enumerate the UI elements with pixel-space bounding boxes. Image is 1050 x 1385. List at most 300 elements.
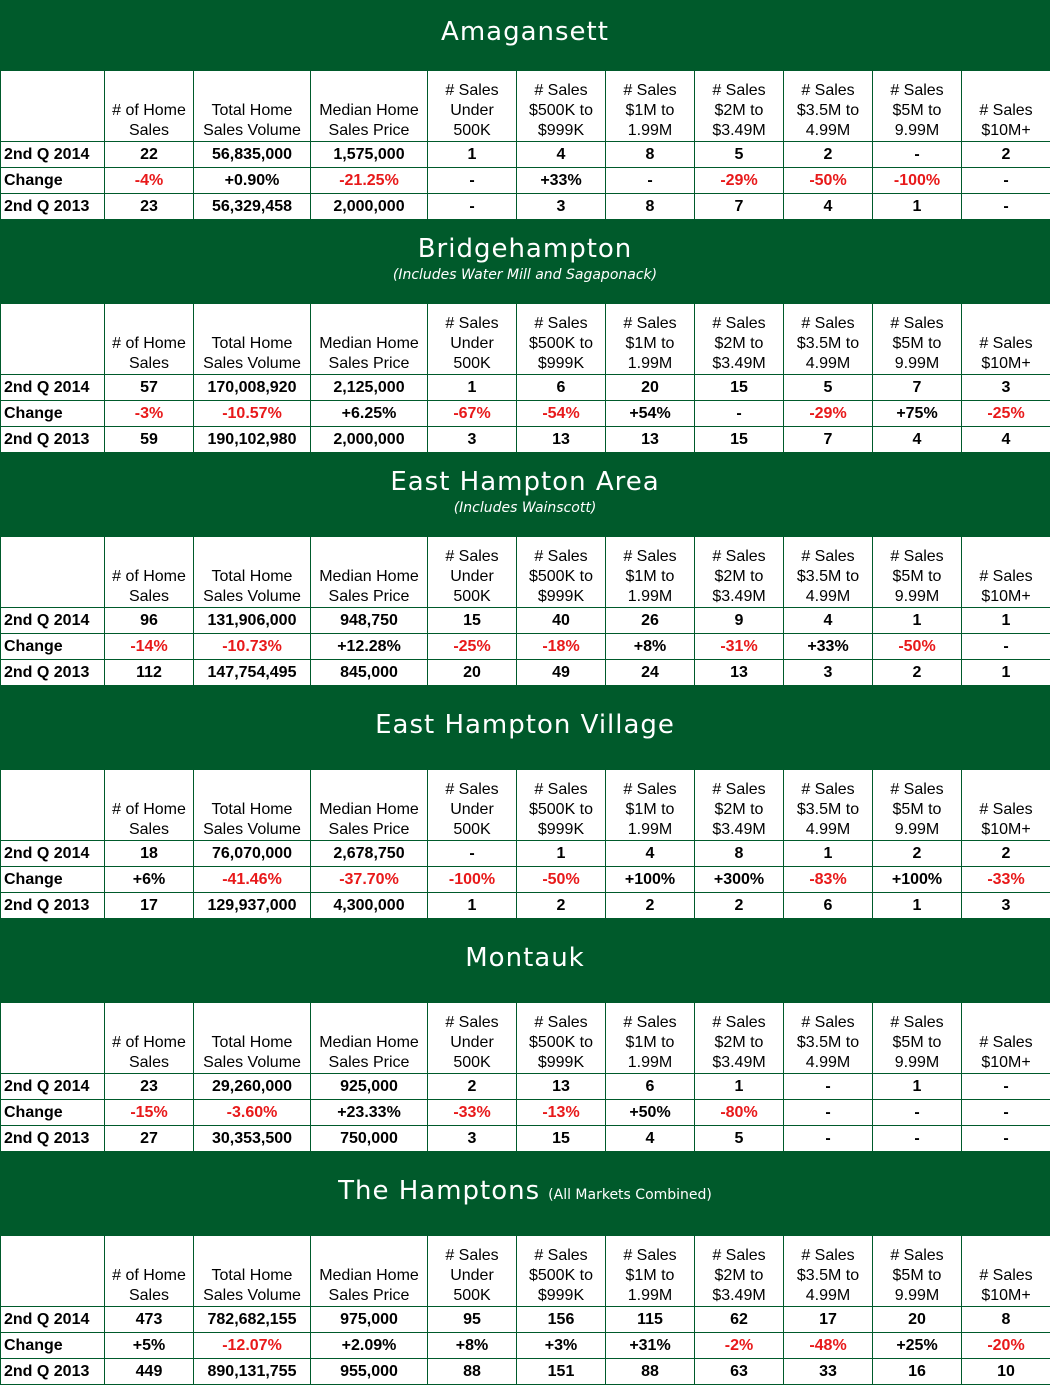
column-header [695,1236,784,1307]
table-cell: - [873,1100,962,1126]
column-header-label: Median Home Sales Price [319,1034,419,1071]
table-cell: 8 [606,194,695,220]
table-cell: -3.60% [194,1100,311,1126]
table-cell: 750,000 [311,1126,428,1152]
column-header-label: # Sales $500K to $999K [529,1014,593,1071]
column-header [873,1003,962,1074]
section-title: Bridgehampton [418,234,633,264]
table-cell: -10.73% [194,634,311,660]
column-header-label: # Sales $2M to $3.49M [712,1247,765,1304]
column-header-label: # Sales $10M+ [979,1034,1032,1071]
column-header [105,304,194,375]
column-header-label: # of Home Sales [112,568,186,605]
table-cell: 1 [962,660,1050,686]
column-header-label: # Sales Under 500K [445,1247,498,1304]
table-cell: 151 [517,1359,606,1385]
table-cell: 473 [105,1307,194,1333]
column-header-label: Total Home Sales Volume [203,335,301,372]
the-hamptons-table [0,1235,1050,1385]
table-cell: 1 [873,194,962,220]
table-cell: 88 [606,1359,695,1385]
column-header-row [1,770,1050,841]
column-header-row [1,1236,1050,1307]
table-cell: -20% [962,1333,1050,1359]
table-cell: - [606,168,695,194]
table-cell: +54% [606,401,695,427]
table-cell: 6 [784,893,873,919]
table-cell: -29% [695,168,784,194]
table-cell: 3 [517,194,606,220]
column-header [606,304,695,375]
table-cell: 845,000 [311,660,428,686]
table-cell: - [962,1074,1050,1100]
table-cell: 10 [962,1359,1050,1385]
table-cell: -18% [517,634,606,660]
column-header-row [1,537,1050,608]
table-cell: 20 [428,660,517,686]
column-header [1,770,105,841]
table-cell: 1 [873,893,962,919]
table-row [1,893,1050,919]
table-cell: 63 [695,1359,784,1385]
table-row [1,841,1050,867]
column-header-label: # Sales $500K to $999K [529,548,593,605]
column-header [873,537,962,608]
column-header-label: # Sales $500K to $999K [529,1247,593,1304]
table-cell: 890,131,755 [194,1359,311,1385]
table-cell: -50% [873,634,962,660]
table-cell: 4 [784,608,873,634]
table-cell: +23.33% [311,1100,428,1126]
table-row [1,194,1050,220]
column-header [873,770,962,841]
column-header-label: # of Home Sales [112,1034,186,1071]
row-label: 2nd Q 2014 [1,841,105,867]
column-header [517,770,606,841]
table-cell: 112 [105,660,194,686]
table-cell: -33% [428,1100,517,1126]
section-note: (Includes Water Mill and Sagaponack) [393,267,657,283]
table-cell: +6% [105,867,194,893]
table-cell: -21.25% [311,168,428,194]
table-cell: 3 [784,660,873,686]
column-header-label: # of Home Sales [112,1267,186,1304]
column-header [311,304,428,375]
column-header-label: # Sales Under 500K [445,315,498,372]
the-hamptons-section-header [0,1152,1050,1235]
table-cell: +100% [873,867,962,893]
column-header-label: # of Home Sales [112,335,186,372]
table-row [1,375,1050,401]
table-cell: 948,750 [311,608,428,634]
table-cell: 23 [105,1074,194,1100]
column-header-label: # Sales $2M to $3.49M [712,548,765,605]
column-header [517,1236,606,1307]
table-cell: 76,070,000 [194,841,311,867]
column-header [517,537,606,608]
row-label: 2nd Q 2014 [1,142,105,168]
table-row [1,142,1050,168]
column-header [606,71,695,142]
column-header-label: Median Home Sales Price [319,801,419,838]
column-header [105,71,194,142]
table-cell: 4 [606,841,695,867]
table-cell: - [873,142,962,168]
table-cell: 26 [606,608,695,634]
table-cell: 15 [695,427,784,453]
table-cell: -31% [695,634,784,660]
table-cell: - [962,194,1050,220]
column-header [962,71,1050,142]
table-cell: 925,000 [311,1074,428,1100]
column-header [873,71,962,142]
column-header [311,1236,428,1307]
column-header [962,1236,1050,1307]
row-label: 2nd Q 2013 [1,660,105,686]
column-header [962,537,1050,608]
amagansett-section-header [0,0,1050,70]
section-note: (All Markets Combined) [548,1187,712,1203]
table-cell: +75% [873,401,962,427]
column-header [105,770,194,841]
table-cell: 3 [962,375,1050,401]
row-label: 2nd Q 2014 [1,375,105,401]
table-cell: -50% [784,168,873,194]
table-cell: 2 [606,893,695,919]
table-cell: 4 [962,427,1050,453]
column-header [784,1236,873,1307]
table-row [1,427,1050,453]
column-header-label: # Sales $500K to $999K [529,781,593,838]
table-cell: -41.46% [194,867,311,893]
column-header-label: # Sales $2M to $3.49M [712,82,765,139]
table-cell: 27 [105,1126,194,1152]
column-header [428,304,517,375]
column-header [606,1236,695,1307]
column-header [1,71,105,142]
column-header [311,770,428,841]
column-header [606,537,695,608]
table-row [1,1359,1050,1385]
table-cell: 29,260,000 [194,1074,311,1100]
column-header-label: # Sales $1M to 1.99M [623,315,676,372]
table-cell: 17 [105,893,194,919]
table-cell: 782,682,155 [194,1307,311,1333]
table-cell: -3% [105,401,194,427]
row-label: 2nd Q 2014 [1,1307,105,1333]
table-row [1,1307,1050,1333]
row-label: Change [1,1100,105,1126]
column-header-label: # Sales $10M+ [979,102,1032,139]
table-cell: -29% [784,401,873,427]
table-cell: 975,000 [311,1307,428,1333]
table-cell: -54% [517,401,606,427]
table-cell: -25% [428,634,517,660]
table-cell: 7 [695,194,784,220]
table-cell: 4 [517,142,606,168]
montauk-table [0,1002,1050,1152]
column-header [962,1003,1050,1074]
column-header-label: # Sales Under 500K [445,1014,498,1071]
table-cell: 1 [873,1074,962,1100]
column-header [784,1003,873,1074]
table-row [1,660,1050,686]
table-cell: +33% [517,168,606,194]
table-cell: 9 [695,608,784,634]
table-cell: +25% [873,1333,962,1359]
column-header [194,304,311,375]
table-row [1,1126,1050,1152]
table-cell: - [962,1100,1050,1126]
column-header-label: # Sales $5M to 9.99M [890,781,943,838]
column-header [695,537,784,608]
table-cell: -15% [105,1100,194,1126]
table-cell: 3 [962,893,1050,919]
column-header-label: # Sales $3.5M to 4.99M [797,315,859,372]
row-label: Change [1,634,105,660]
table-cell: 1 [428,893,517,919]
column-header-label: Total Home Sales Volume [203,102,301,139]
table-cell: 2,000,000 [311,427,428,453]
table-cell: - [428,194,517,220]
table-cell: 57 [105,375,194,401]
montauk-section-header [0,919,1050,1002]
column-header-label: # Sales $5M to 9.99M [890,548,943,605]
column-header [873,304,962,375]
column-header-label: Median Home Sales Price [319,102,419,139]
table-cell: 13 [517,1074,606,1100]
column-header-label: # Sales Under 500K [445,548,498,605]
table-cell: 1 [784,841,873,867]
section-title: Montauk [465,943,584,973]
column-header-label: Total Home Sales Volume [203,801,301,838]
column-header [962,770,1050,841]
table-cell: 56,835,000 [194,142,311,168]
table-cell: 56,329,458 [194,194,311,220]
table-cell: 88 [428,1359,517,1385]
column-header [695,71,784,142]
table-row [1,1074,1050,1100]
column-header [695,304,784,375]
table-cell: 6 [606,1074,695,1100]
column-header [194,71,311,142]
column-header [873,1236,962,1307]
table-row [1,634,1050,660]
column-header [1,1236,105,1307]
table-cell: -37.70% [311,867,428,893]
column-header-label: Median Home Sales Price [319,335,419,372]
column-header-label: # Sales $2M to $3.49M [712,1014,765,1071]
table-cell: - [962,634,1050,660]
bridgehampton-table [0,303,1050,453]
row-label: 2nd Q 2013 [1,1359,105,1385]
column-header [105,1003,194,1074]
table-cell: 20 [873,1307,962,1333]
table-cell: 4 [873,427,962,453]
column-header-label: # of Home Sales [112,801,186,838]
table-cell: 2 [695,893,784,919]
column-header-label: # Sales $1M to 1.99M [623,781,676,838]
table-cell: 16 [873,1359,962,1385]
table-cell: 190,102,980 [194,427,311,453]
column-header-label: # Sales $1M to 1.99M [623,548,676,605]
section-title: The Hamptons [338,1176,540,1206]
table-cell: - [428,168,517,194]
table-cell: 4 [784,194,873,220]
table-cell: -100% [873,168,962,194]
table-row [1,401,1050,427]
table-cell: - [784,1074,873,1100]
table-cell: 20 [606,375,695,401]
column-header-label: # Sales $10M+ [979,568,1032,605]
column-header [194,1236,311,1307]
row-label: 2nd Q 2013 [1,1126,105,1152]
column-header [606,770,695,841]
section-title: East Hampton Area [390,467,659,497]
table-cell: 59 [105,427,194,453]
column-header [105,537,194,608]
column-header-label: Total Home Sales Volume [203,568,301,605]
column-header-label: # Sales $3.5M to 4.99M [797,82,859,139]
table-cell: 3 [428,427,517,453]
table-cell: +6.25% [311,401,428,427]
column-header [428,770,517,841]
column-header-label: # Sales $5M to 9.99M [890,82,943,139]
column-header-label: # Sales $5M to 9.99M [890,315,943,372]
table-cell: 2 [962,841,1050,867]
table-cell: 1 [428,375,517,401]
table-cell: -48% [784,1333,873,1359]
column-header-label: # Sales $10M+ [979,1267,1032,1304]
table-cell: 129,937,000 [194,893,311,919]
east-hampton-area-table [0,536,1050,686]
column-header [105,1236,194,1307]
table-cell: 1,575,000 [311,142,428,168]
table-cell: 2 [784,142,873,168]
row-label: Change [1,401,105,427]
column-header [517,71,606,142]
column-header-label: # Sales $1M to 1.99M [623,1014,676,1071]
table-cell: - [873,1126,962,1152]
column-header [428,537,517,608]
row-label: 2nd Q 2014 [1,608,105,634]
column-header-label: Median Home Sales Price [319,568,419,605]
table-cell: - [695,401,784,427]
table-cell: 5 [695,1126,784,1152]
table-cell: 2 [962,142,1050,168]
table-row [1,1333,1050,1359]
table-cell: +50% [606,1100,695,1126]
table-cell: -10.57% [194,401,311,427]
table-cell: 49 [517,660,606,686]
column-header [194,537,311,608]
table-cell: +33% [784,634,873,660]
table-cell: 15 [428,608,517,634]
table-cell: 156 [517,1307,606,1333]
column-header [784,770,873,841]
column-header [962,304,1050,375]
column-header-row [1,304,1050,375]
column-header [1,1003,105,1074]
column-header-row [1,1003,1050,1074]
table-cell: 4 [606,1126,695,1152]
row-label: Change [1,1333,105,1359]
table-row [1,168,1050,194]
table-cell: 2 [873,660,962,686]
column-header [784,304,873,375]
table-cell: 5 [695,142,784,168]
table-cell: -50% [517,867,606,893]
table-cell: -13% [517,1100,606,1126]
column-header-label: # Sales Under 500K [445,82,498,139]
row-label: Change [1,867,105,893]
table-row [1,608,1050,634]
table-cell: 8 [606,142,695,168]
table-cell: - [784,1126,873,1152]
table-cell: 170,008,920 [194,375,311,401]
table-cell: +300% [695,867,784,893]
table-row [1,1100,1050,1126]
column-header-label: # Sales $3.5M to 4.99M [797,781,859,838]
table-cell: 955,000 [311,1359,428,1385]
section-title: Amagansett [441,17,609,47]
row-label: Change [1,168,105,194]
column-header [428,71,517,142]
table-cell: 33 [784,1359,873,1385]
row-label: 2nd Q 2013 [1,893,105,919]
table-cell: 40 [517,608,606,634]
table-cell: 15 [517,1126,606,1152]
column-header-label: # Sales $500K to $999K [529,82,593,139]
column-header-label: # Sales $2M to $3.49M [712,315,765,372]
column-header [311,1003,428,1074]
column-header-label: # Sales $2M to $3.49M [712,781,765,838]
table-cell: 1 [428,142,517,168]
table-cell: 18 [105,841,194,867]
table-cell: +5% [105,1333,194,1359]
table-cell: 1 [873,608,962,634]
table-cell: -33% [962,867,1050,893]
table-cell: 6 [517,375,606,401]
table-cell: +8% [606,634,695,660]
column-header [1,537,105,608]
table-cell: 8 [695,841,784,867]
table-cell: 3 [428,1126,517,1152]
table-cell: 449 [105,1359,194,1385]
table-cell: 23 [105,194,194,220]
table-cell: 8 [962,1307,1050,1333]
table-cell: -12.07% [194,1333,311,1359]
column-header-label: Total Home Sales Volume [203,1034,301,1071]
table-row [1,867,1050,893]
column-header-label: Median Home Sales Price [319,1267,419,1304]
table-cell: 30,353,500 [194,1126,311,1152]
table-cell: 7 [784,427,873,453]
table-cell: 7 [873,375,962,401]
table-cell: 147,754,495 [194,660,311,686]
east-hampton-village-table [0,769,1050,919]
table-cell: 22 [105,142,194,168]
column-header [311,71,428,142]
column-header [428,1003,517,1074]
column-header [784,537,873,608]
column-header [695,770,784,841]
table-cell: 5 [784,375,873,401]
column-header-label: # Sales Under 500K [445,781,498,838]
table-cell: 24 [606,660,695,686]
table-cell: - [962,1126,1050,1152]
table-cell: +100% [606,867,695,893]
